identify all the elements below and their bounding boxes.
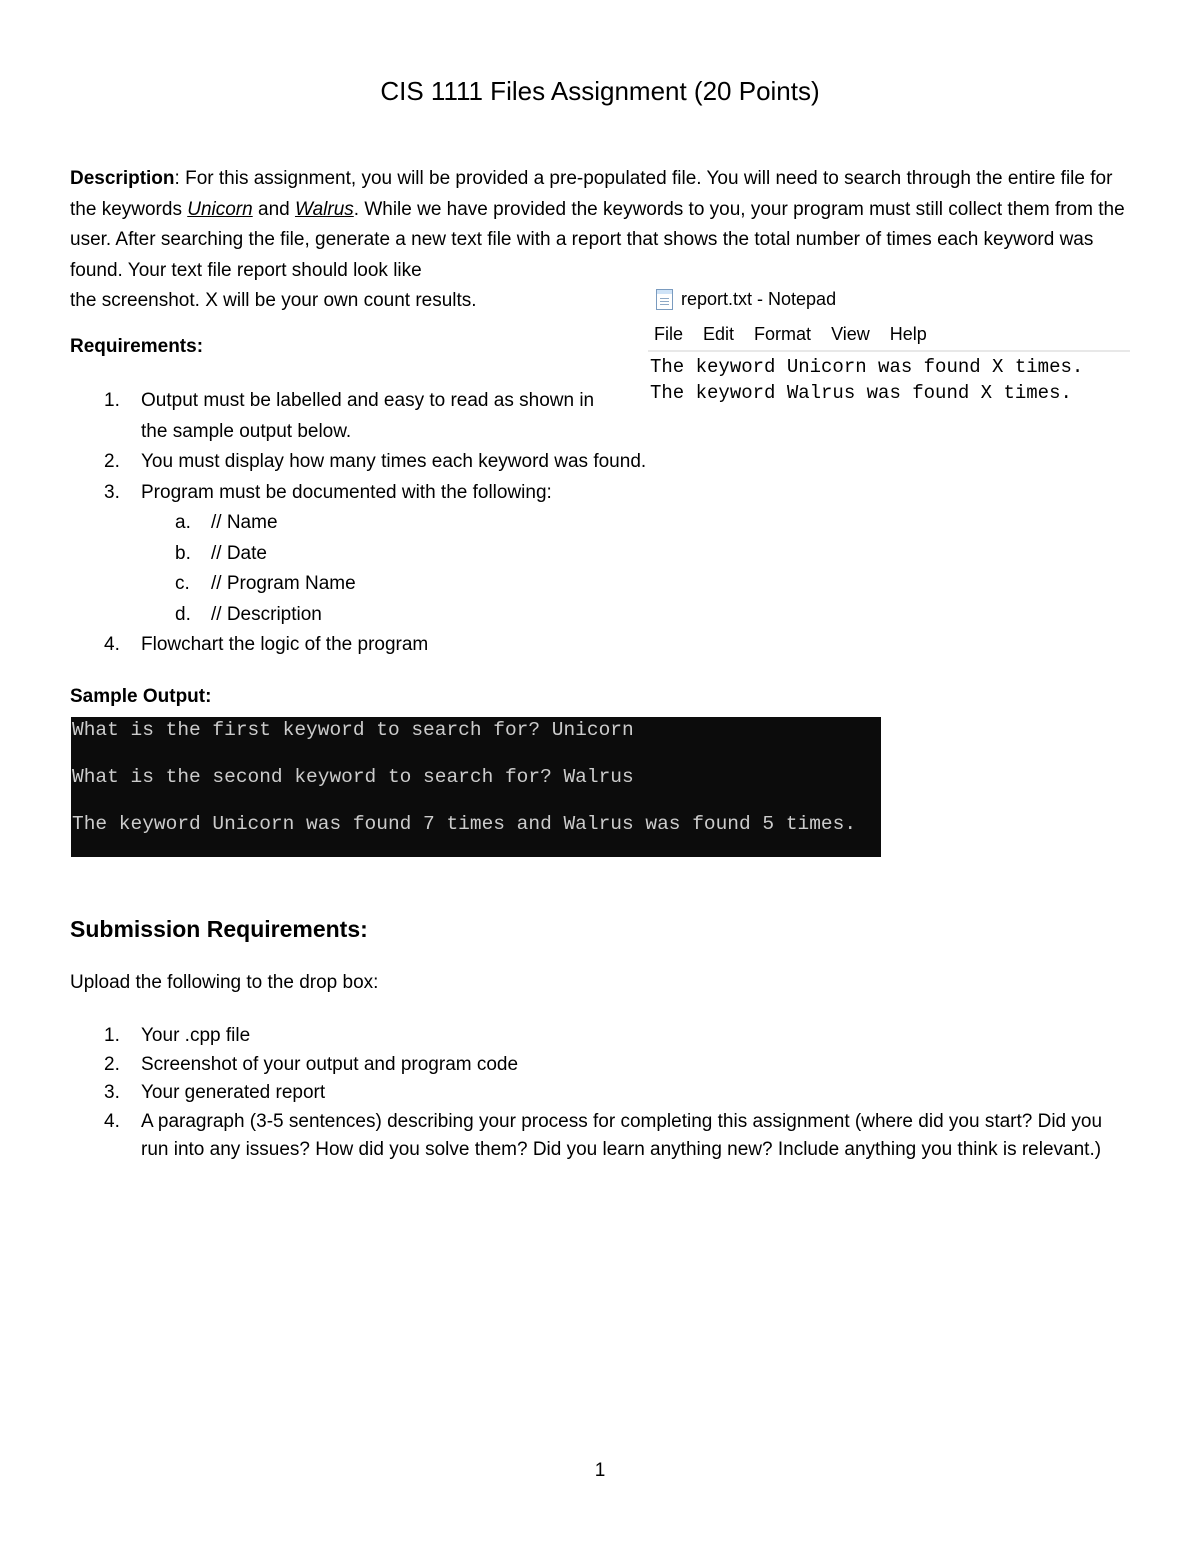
keyword-unicorn: Unicorn: [187, 198, 253, 220]
notepad-menu-edit: Edit: [703, 324, 735, 344]
notepad-divider: [648, 350, 1130, 352]
list-item: 4. Flowchart the logic of the program: [104, 634, 429, 655]
notepad-screenshot: [648, 284, 1130, 414]
sample-output-heading: Sample Output:: [70, 686, 212, 707]
description-label: Description: [70, 168, 175, 189]
list-item: b. // Date: [175, 542, 267, 564]
list-item: 1. Your .cpp file: [104, 1025, 251, 1046]
submission-heading: Submission Requirements:: [70, 916, 368, 942]
list-item: 3. Your generated report: [104, 1082, 326, 1103]
requirements-list: [70, 386, 690, 661]
documentation-sub-list: [141, 508, 690, 630]
console-output: [71, 717, 881, 857]
notepad-menu-format: Format: [754, 324, 812, 344]
notepad-menu-view: View: [831, 324, 870, 344]
notepad-icon: [656, 289, 673, 310]
list-item: d. // Description: [175, 603, 322, 625]
list-item: 3. Program must be documented with the following: a. // Name b. // Date c. // Program Name d. // Description: [70, 478, 690, 631]
list-item: a. // Name: [175, 512, 278, 533]
console-line: What is the first keyword to search for? Unicorn: [72, 719, 634, 741]
keyword-walrus: Walrus: [294, 198, 354, 220]
submission-list: [70, 1022, 1132, 1165]
list-item: 2. Screenshot of your output and program code: [104, 1053, 519, 1075]
notepad-text-area: [650, 354, 1083, 406]
list-item: 1. Output must be labelled and easy to read as shown in the sample output below.: [104, 390, 595, 442]
notepad-line: The keyword Unicorn was found X times.: [650, 356, 1084, 378]
notepad-line: The keyword Walrus was found X times.: [650, 382, 1072, 404]
list-item: 4. A paragraph (3-5 sentences) describing your process for completing this assignment (where did you start? Did you run into any issues? How did you solve them? Did you learn anything new? Include anything you think is relevant.): [104, 1110, 1103, 1160]
notepad-title-bar: [656, 284, 836, 314]
page-title: CIS 1111 Files Assignment (20 Points): [380, 76, 820, 106]
requirements-heading: Requirements:: [70, 336, 204, 357]
description-paragraph: Description: For this assignment, you will be provided a pre-populated file. You will need to search through the entire file for the keywords Unicorn and Walrus. While we have provided the keywords to you, your program must still collect them from the user. After searching the file, generate a new text file with a report that shows the total number of times each keyword was found. Your text file report should look like the screenshot. X will be your own count results.: [70, 168, 1125, 311]
console-line: What is the second keyword to search for? Walrus: [72, 766, 634, 788]
page-number: 1: [594, 1460, 606, 1481]
notepad-menu-file: File: [654, 324, 684, 344]
notepad-window-title: report.txt - Notepad: [681, 288, 837, 309]
upload-instruction: Upload the following to the drop box:: [70, 972, 379, 993]
console-line: The keyword Unicorn was found 7 times and Walrus was found 5 times.: [72, 813, 857, 835]
notepad-menu-bar: [654, 324, 947, 345]
list-item: 2. You must display how many times each keyword was found.: [104, 451, 647, 472]
list-item: c. // Program Name: [175, 573, 356, 594]
notepad-menu-help: Help: [889, 324, 927, 344]
